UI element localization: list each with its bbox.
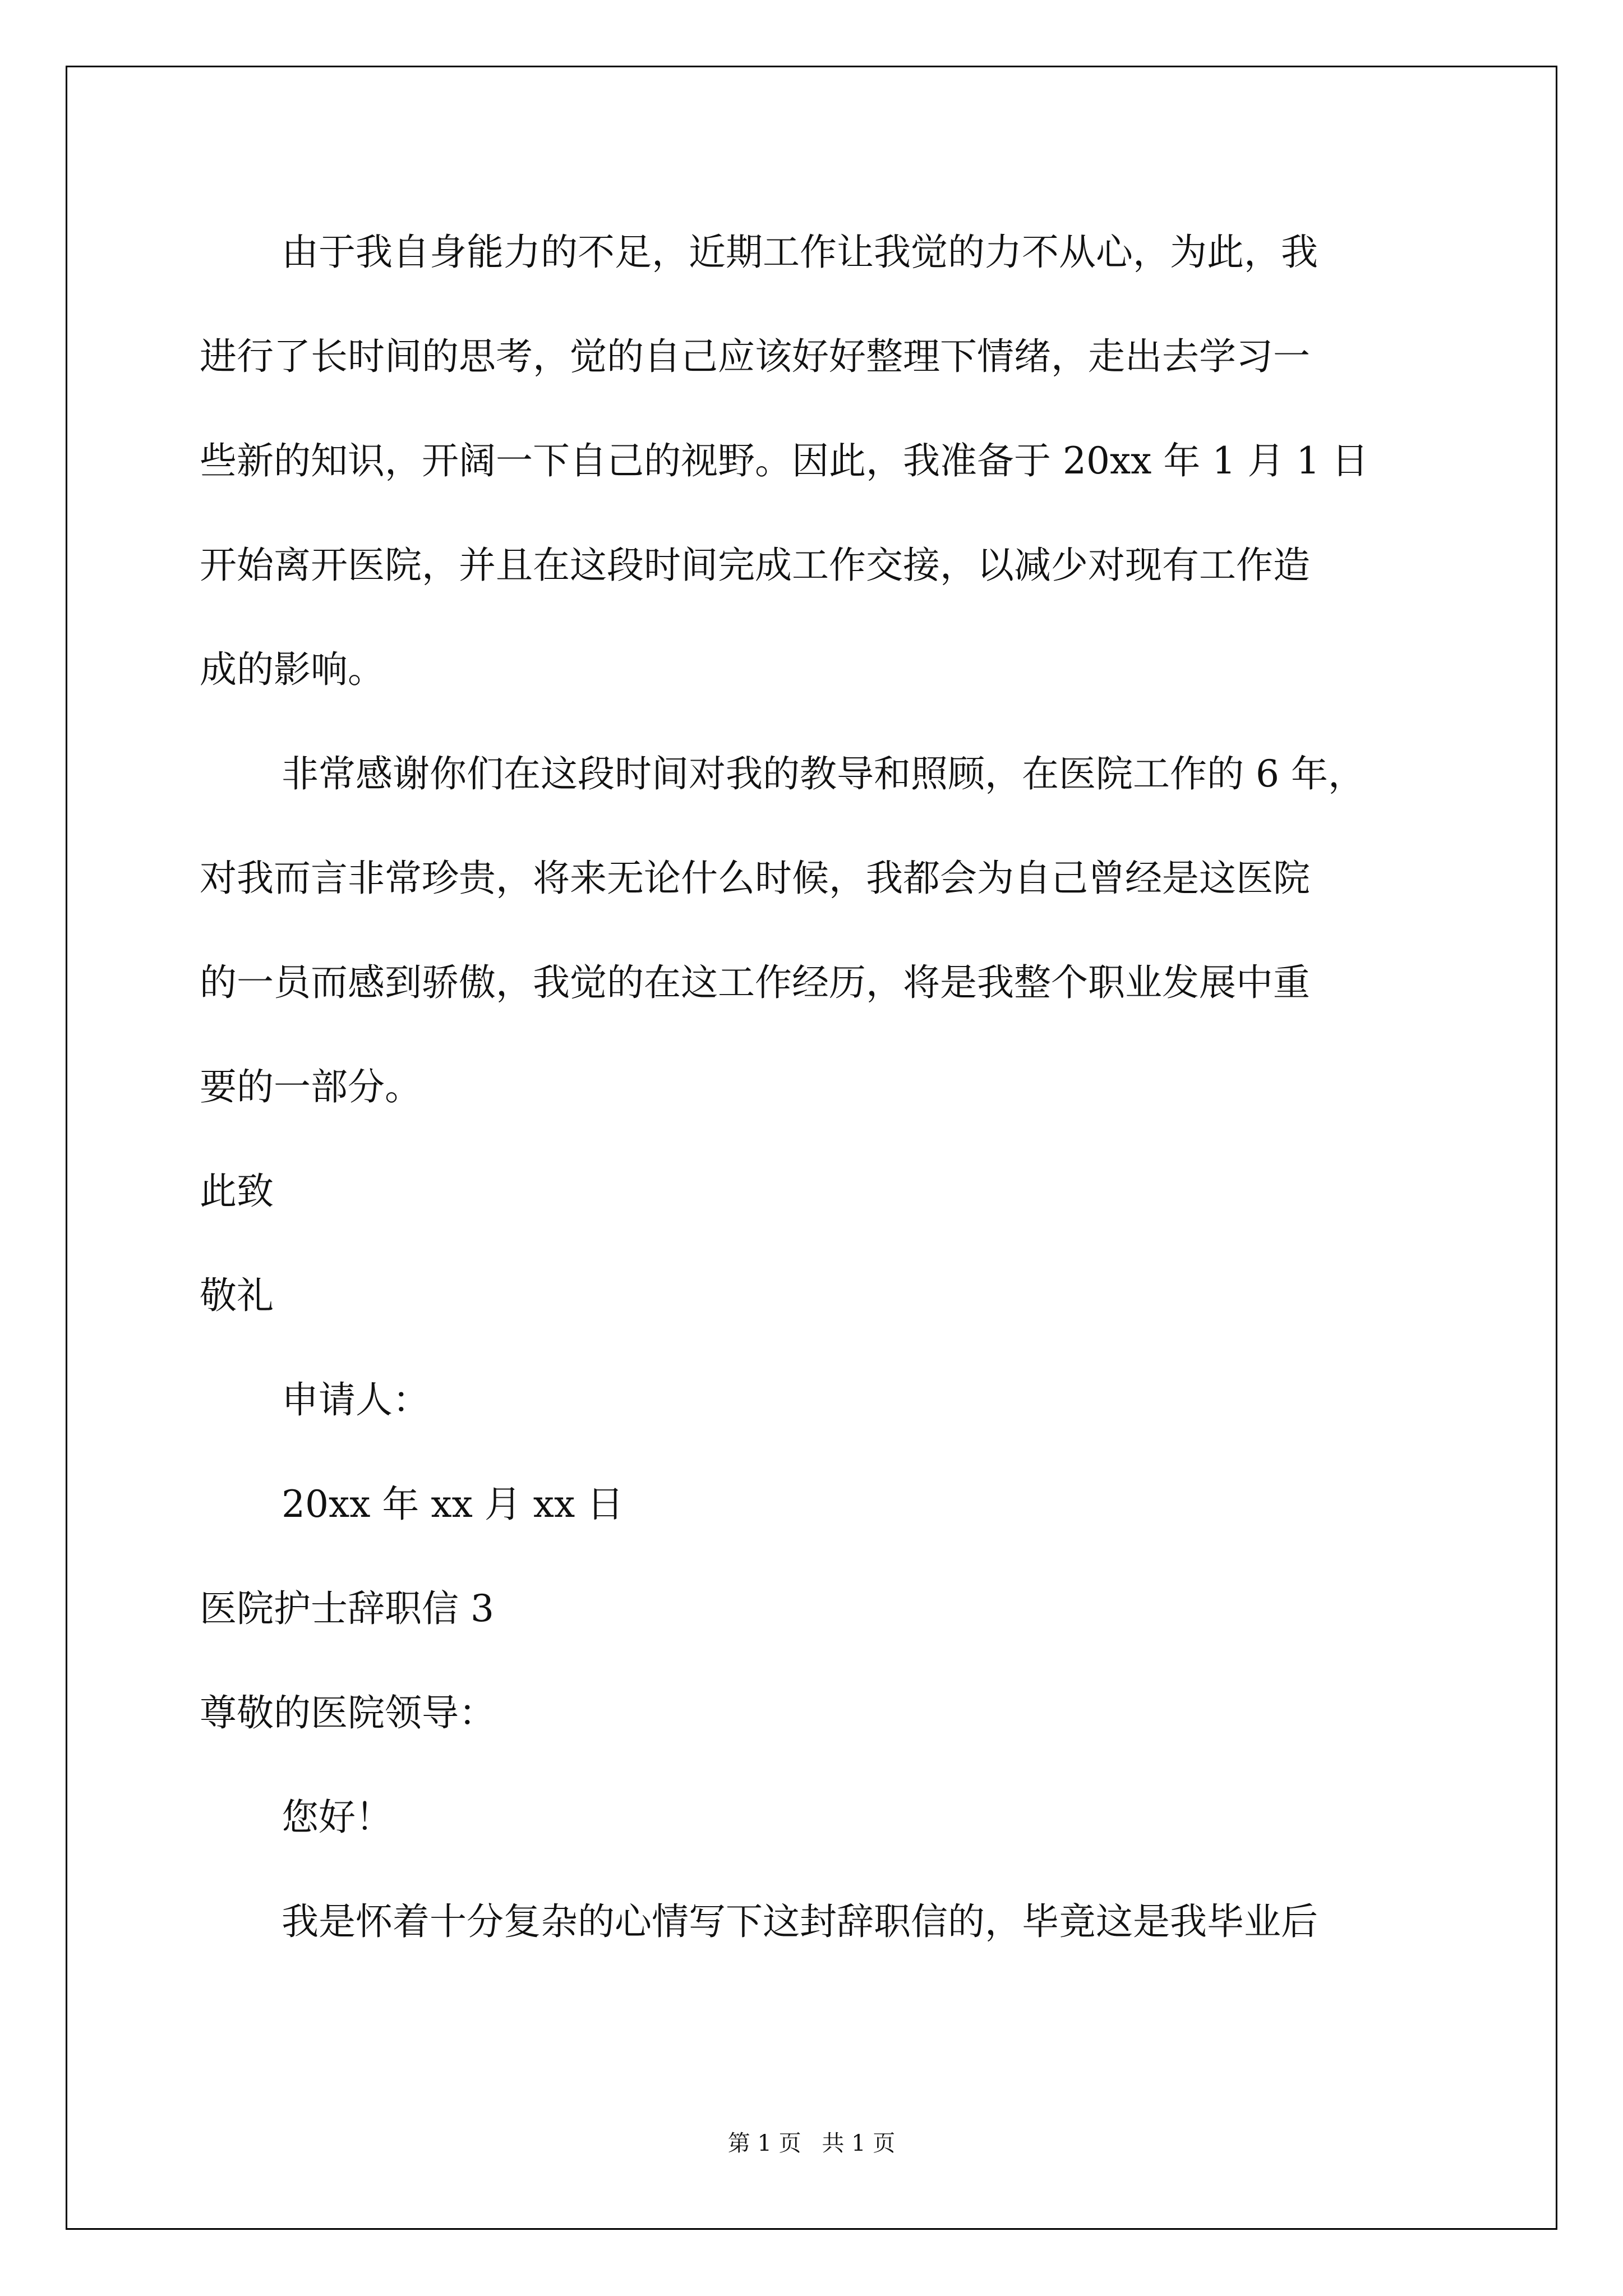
paragraph-line: 成的影响。 <box>200 648 385 691</box>
paragraph-line: 的一员而感到骄傲，我觉的在这工作经历，将是我整个职业发展中重 <box>200 961 1310 1004</box>
paragraph-line: 非常感谢你们在这段时间对我的教导和照顾，在医院工作的 6 年， <box>282 752 1365 795</box>
paragraph-line: 进行了长时间的思考，觉的自己应该好好整理下情绪，走出去学习一 <box>200 335 1310 378</box>
paragraph-line: 要的一部分。 <box>200 1065 422 1108</box>
paragraph-line: 对我而言非常珍贵，将来无论什么时候，我都会为自己曾经是这医院 <box>200 857 1310 900</box>
salutation: 尊敬的医院领导： <box>200 1691 496 1734</box>
paragraph-line: 我是怀着十分复杂的心情写下这封辞职信的，毕竟这是我毕业后 <box>282 1900 1318 1943</box>
page-number: 第 1 页 <box>727 2131 801 2156</box>
paragraph-line: 开始离开医院，并且在这段时间完成工作交接，以减少对现有工作造 <box>200 544 1310 587</box>
section-title: 医院护士辞职信 3 <box>200 1587 494 1630</box>
greeting: 您好！ <box>282 1796 393 1839</box>
page-footer <box>0 2129 1623 2157</box>
closing-line: 此致 <box>200 1170 274 1213</box>
paragraph-line: 由于我自身能力的不足，近期工作让我觉的力不从心，为此，我 <box>282 231 1318 274</box>
closing-line: 敬礼 <box>200 1274 274 1317</box>
page-total: 共 1 页 <box>822 2131 896 2156</box>
date-line: 20xx 年 xx 月 xx 日 <box>282 1483 624 1526</box>
paragraph-line: 些新的知识，开阔一下自己的视野。因此，我准备于 20xx 年 1 月 1 日 <box>200 439 1369 482</box>
applicant-label: 申请人： <box>282 1378 430 1421</box>
